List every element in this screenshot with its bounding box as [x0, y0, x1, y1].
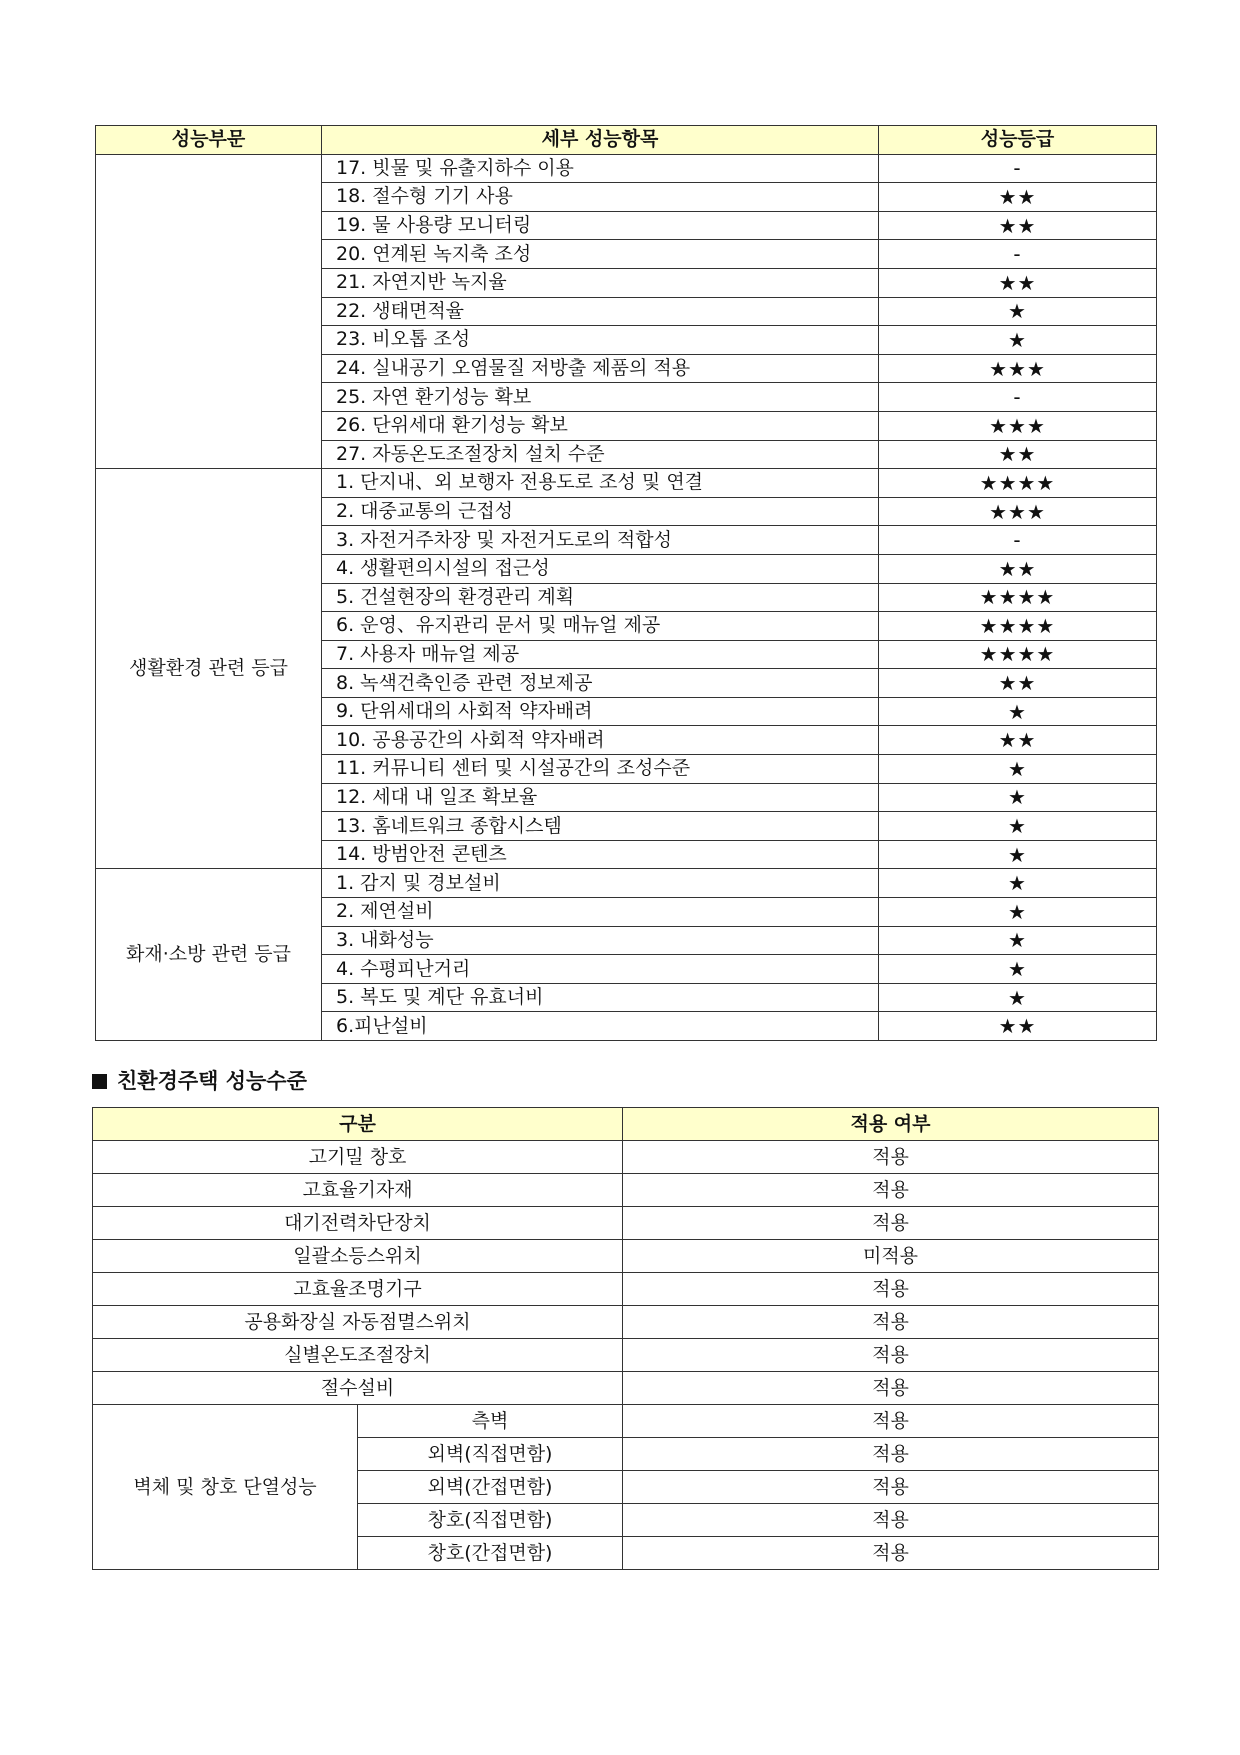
- insulation-sub-cell: 창호(간접면함): [358, 1537, 623, 1570]
- applied-cell: 적용: [623, 1339, 1159, 1372]
- item-cell: 2. 대중교통의 근접성: [322, 497, 879, 526]
- eco-housing-table: [92, 1107, 1159, 1570]
- item-cell: 3. 자전거주차장 및 자전거도로의 적합성: [322, 526, 879, 555]
- grade-cell: ★★: [879, 1012, 1157, 1041]
- grade-cell: ★: [879, 869, 1157, 898]
- insulation-sub-cell: 창호(직접면함): [358, 1504, 623, 1537]
- section-title-text: 친환경주택 성능수준: [117, 1069, 307, 1093]
- item-cell: 17. 빗물 및 유출지하수 이용: [322, 154, 879, 183]
- table-row: [93, 1207, 1159, 1240]
- grade-cell: ★★★★: [879, 583, 1157, 612]
- item-cell: 2. 제연설비: [322, 898, 879, 927]
- item-cell: 21. 자연지반 녹지율: [322, 268, 879, 297]
- grade-cell: -: [879, 154, 1157, 183]
- category-cell: 화재·소방 관련 등급: [96, 869, 322, 1041]
- item-cell: 14. 방범안전 콘텐츠: [322, 840, 879, 869]
- header-division: 구분: [93, 1108, 623, 1141]
- applied-cell: 적용: [623, 1372, 1159, 1405]
- grade-cell: ★★: [879, 726, 1157, 755]
- item-cell: 4. 수평피난거리: [322, 955, 879, 984]
- applied-cell: 적용: [623, 1306, 1159, 1339]
- table-row: [93, 1372, 1159, 1405]
- grade-cell: ★: [879, 812, 1157, 841]
- insulation-group-cell: 벽체 및 창호 단열성능: [93, 1405, 358, 1570]
- division-cell: 고기밀 창호: [93, 1141, 623, 1174]
- division-cell: 고효율조명기구: [93, 1273, 623, 1306]
- grade-cell: ★★★★: [879, 640, 1157, 669]
- division-cell: 실별온도조절장치: [93, 1339, 623, 1372]
- grade-cell: ★: [879, 840, 1157, 869]
- applied-cell: 적용: [623, 1438, 1159, 1471]
- grade-cell: ★★: [879, 669, 1157, 698]
- table-row: [93, 1273, 1159, 1306]
- applied-cell: 적용: [623, 1537, 1159, 1570]
- header-category: 성능부문: [96, 126, 322, 155]
- applied-cell: 미적용: [623, 1240, 1159, 1273]
- insulation-sub-cell: 측벽: [358, 1405, 623, 1438]
- grade-cell: ★★: [879, 183, 1157, 212]
- grade-cell: ★★★: [879, 354, 1157, 383]
- grade-cell: ★: [879, 926, 1157, 955]
- item-cell: 20. 연계된 녹지축 조성: [322, 240, 879, 269]
- item-cell: 25. 자연 환기성능 확보: [322, 383, 879, 412]
- item-cell: 5. 복도 및 계단 유효너비: [322, 983, 879, 1012]
- division-cell: 절수설비: [93, 1372, 623, 1405]
- grade-cell: ★: [879, 326, 1157, 355]
- item-cell: 9. 단위세대의 사회적 약자배려: [322, 697, 879, 726]
- grade-cell: ★: [879, 755, 1157, 784]
- table-row: [93, 1174, 1159, 1207]
- item-cell: 7. 사용자 매뉴얼 제공: [322, 640, 879, 669]
- grade-cell: -: [879, 383, 1157, 412]
- applied-cell: 적용: [623, 1207, 1159, 1240]
- division-cell: 대기전력차단장치: [93, 1207, 623, 1240]
- item-cell: 1. 단지내、외 보행자 전용도로 조성 및 연결: [322, 469, 879, 498]
- table-row: [96, 154, 1157, 183]
- item-cell: 4. 생활편의시설의 접근성: [322, 554, 879, 583]
- header-item: 세부 성능항목: [322, 126, 879, 155]
- section-title: [92, 1065, 307, 1095]
- item-cell: 27. 자동온도조절장치 설치 수준: [322, 440, 879, 469]
- grade-cell: ★★: [879, 554, 1157, 583]
- header-grade: 성능등급: [879, 126, 1157, 155]
- division-cell: 고효율기자재: [93, 1174, 623, 1207]
- division-cell: 일괄소등스위치: [93, 1240, 623, 1273]
- item-cell: 22. 생태면적율: [322, 297, 879, 326]
- header-applied: 적용 여부: [623, 1108, 1159, 1141]
- item-cell: 11. 커뮤니티 센터 및 시설공간의 조성수준: [322, 755, 879, 784]
- applied-cell: 적용: [623, 1504, 1159, 1537]
- table-row: [93, 1306, 1159, 1339]
- item-cell: 1. 감지 및 경보설비: [322, 869, 879, 898]
- grade-cell: ★: [879, 955, 1157, 984]
- grade-cell: ★: [879, 898, 1157, 927]
- eco-housing-table-body: [93, 1141, 1159, 1570]
- grade-cell: ★: [879, 783, 1157, 812]
- grade-cell: ★: [879, 983, 1157, 1012]
- item-cell: 3. 내화성능: [322, 926, 879, 955]
- grade-cell: ★★: [879, 268, 1157, 297]
- performance-grade-table: [95, 125, 1157, 1041]
- item-cell: 23. 비오톱 조성: [322, 326, 879, 355]
- table-row: [93, 1405, 1159, 1438]
- item-cell: 6. 운영、유지관리 문서 및 매뉴얼 제공: [322, 612, 879, 641]
- item-cell: 13. 홈네트워크 종합시스템: [322, 812, 879, 841]
- grade-cell: ★★★: [879, 411, 1157, 440]
- item-cell: 18. 절수형 기기 사용: [322, 183, 879, 212]
- grade-cell: ★★★★: [879, 612, 1157, 641]
- table-row: [96, 469, 1157, 498]
- grade-cell: -: [879, 526, 1157, 555]
- applied-cell: 적용: [623, 1273, 1159, 1306]
- item-cell: 6.피난설비: [322, 1012, 879, 1041]
- item-cell: 10. 공용공간의 사회적 약자배려: [322, 726, 879, 755]
- applied-cell: 적용: [623, 1471, 1159, 1504]
- table-row: [93, 1339, 1159, 1372]
- grade-cell: ★: [879, 297, 1157, 326]
- applied-cell: 적용: [623, 1174, 1159, 1207]
- item-cell: 26. 단위세대 환기성능 확보: [322, 411, 879, 440]
- applied-cell: 적용: [623, 1405, 1159, 1438]
- grade-cell: ★★★★: [879, 469, 1157, 498]
- grade-cell: ★★: [879, 440, 1157, 469]
- insulation-sub-cell: 외벽(직접면함): [358, 1438, 623, 1471]
- grade-cell: ★: [879, 697, 1157, 726]
- square-bullet-icon: [92, 1074, 107, 1089]
- division-cell: 공용화장실 자동점멸스위치: [93, 1306, 623, 1339]
- grade-cell: ★★★: [879, 497, 1157, 526]
- grade-cell: ★★: [879, 211, 1157, 240]
- table-row: [93, 1240, 1159, 1273]
- item-cell: 19. 물 사용량 모니터링: [322, 211, 879, 240]
- category-cell: 생활환경 관련 등급: [96, 469, 322, 869]
- item-cell: 8. 녹색건축인증 관련 정보제공: [322, 669, 879, 698]
- item-cell: 12. 세대 내 일조 확보율: [322, 783, 879, 812]
- grade-cell: -: [879, 240, 1157, 269]
- category-cell: [96, 154, 322, 469]
- table-row: [93, 1141, 1159, 1174]
- table-row: [96, 869, 1157, 898]
- item-cell: 5. 건설현장의 환경관리 계획: [322, 583, 879, 612]
- performance-grade-table-body: [96, 154, 1157, 1040]
- applied-cell: 적용: [623, 1141, 1159, 1174]
- item-cell: 24. 실내공기 오염물질 저방출 제품의 적용: [322, 354, 879, 383]
- insulation-sub-cell: 외벽(간접면함): [358, 1471, 623, 1504]
